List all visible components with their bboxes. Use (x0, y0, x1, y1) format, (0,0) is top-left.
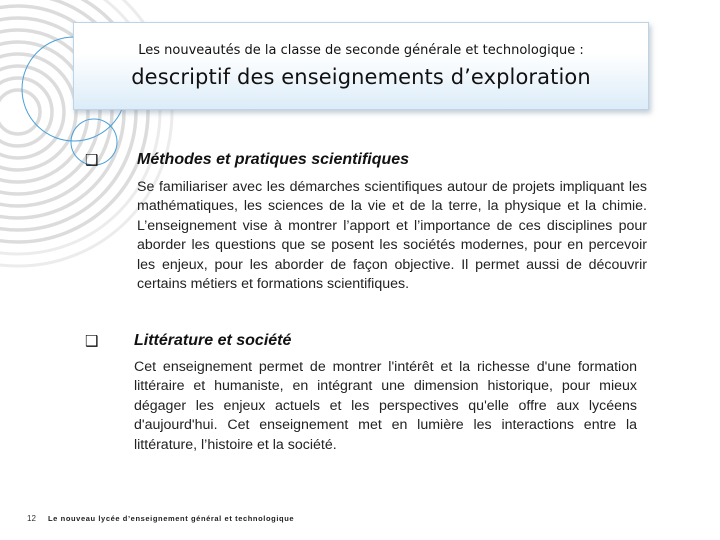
section-heading-litterature: Littérature et société (134, 332, 292, 349)
page-number: 12 (27, 514, 36, 523)
section-text-sciences: Se familiariser avec les démarches scientifiques autour de projets impliquant les mathématiques, les sciences de la vie et de la terre, la physique et la chimie. L’enseignement vise à montrer l’apport et l’importance de ces disciplines pour aborder les questions que se posent les sociétés modernes, pour en percevoir les enjeux, pour les aborder de façon objective. Il permet aussi de découvrir certains métiers et formations scientifiques. (137, 179, 647, 293)
title-line-2: descriptif des enseignements d’exploration (131, 65, 591, 89)
section-heading-sciences: Méthodes et pratiques scientifiques (137, 151, 410, 168)
title-line-1: Les nouveautés de la classe de seconde générale et technologique : (138, 43, 584, 58)
title-banner (73, 22, 649, 110)
section-text-litterature: Cet enseignement permet de montrer l'intérêt et la richesse d'une formation littéraire et humaniste, en intégrant une dimension historique, pour mieux dégager les enjeux actuels et les perspectives qu'elle offre aux lycéens d'aujourd'hui. Cet enseignement met en lumière les interactions entre la littérature, l’histoire et la société. (134, 359, 637, 453)
footer-text: Le nouveau lycée d’enseignement général et technologique (48, 514, 295, 523)
bullet-icon: ❑ (85, 332, 99, 350)
bullet-icon: ❑ (85, 151, 99, 169)
